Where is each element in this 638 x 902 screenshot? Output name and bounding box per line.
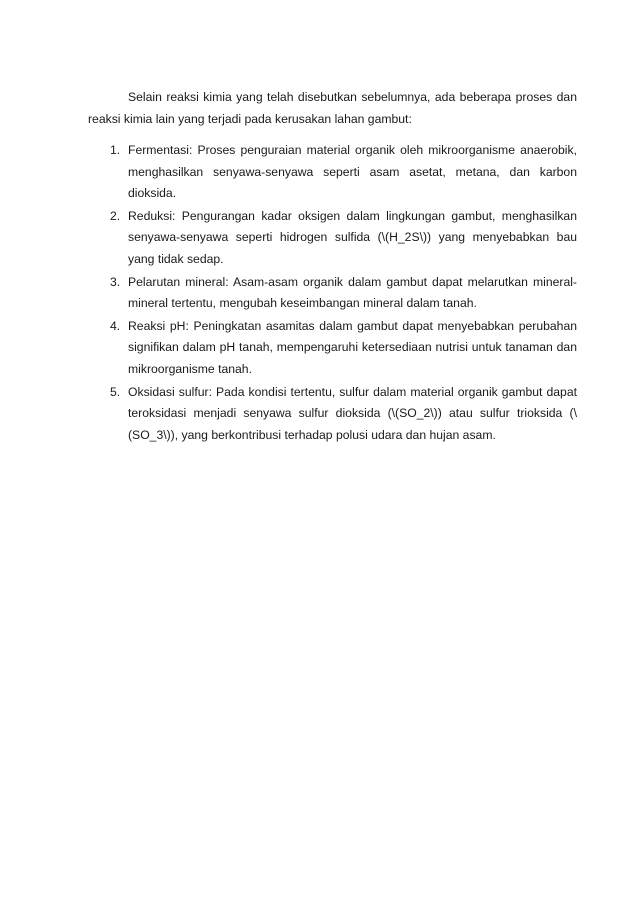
list-item-number: 5.	[110, 384, 121, 399]
list-item-number: 2.	[110, 208, 121, 223]
list-item	[88, 272, 577, 315]
list-item-number: 1.	[110, 143, 121, 157]
list-item-text: Oksidasi sulfur: Pada kondisi tertentu, sulfur dalam material organik gambut dapat teroksidasi menjadi senyawa sulfur dioksida (\(SO_2\)) atau sulfur trioksida (\(SO_3\)), yang berkontribusi terhadap polusi udara dan hujan asam.	[128, 384, 577, 442]
list-item	[88, 140, 577, 205]
intro-paragraph: Selain reaksi kimia yang telah disebutkan sebelumnya, ada beberapa proses dan reaksi kimia lain yang terjadi pada kerusakan lahan gambut:	[88, 90, 577, 126]
list-item-text: Reduksi: Pengurangan kadar oksigen dalam lingkungan gambut, menghasilkan senyawa-senyawa seperti hidrogen sulfida (\(H_2S\)) yang menyebabkan bau yang tidak sedap.	[128, 208, 577, 266]
list-item-number: 3.	[110, 274, 121, 289]
list-item	[88, 206, 577, 271]
list-item-text: Fermentasi: Proses penguraian material organik oleh mikroorganisme anaerobik, menghasilkan senyawa-senyawa seperti asam asetat, metana, dan karbon dioksida.	[128, 143, 577, 201]
list-item-number: 4.	[110, 318, 121, 333]
list-item	[88, 316, 577, 381]
list-item-text: Pelarutan mineral: Asam-asam organik dalam gambut dapat melarutkan mineral-mineral tertentu, mengubah keseimbangan mineral dalam tanah.	[128, 274, 577, 311]
list-item	[88, 382, 577, 447]
process-list	[88, 140, 577, 447]
list-item-text: Reaksi pH: Peningkatan asamitas dalam gambut dapat menyebabkan perubahan signifikan dalam pH tanah, mempengaruhi ketersediaan nutrisi untuk tanaman dan mikroorganisme tanah.	[128, 318, 577, 376]
